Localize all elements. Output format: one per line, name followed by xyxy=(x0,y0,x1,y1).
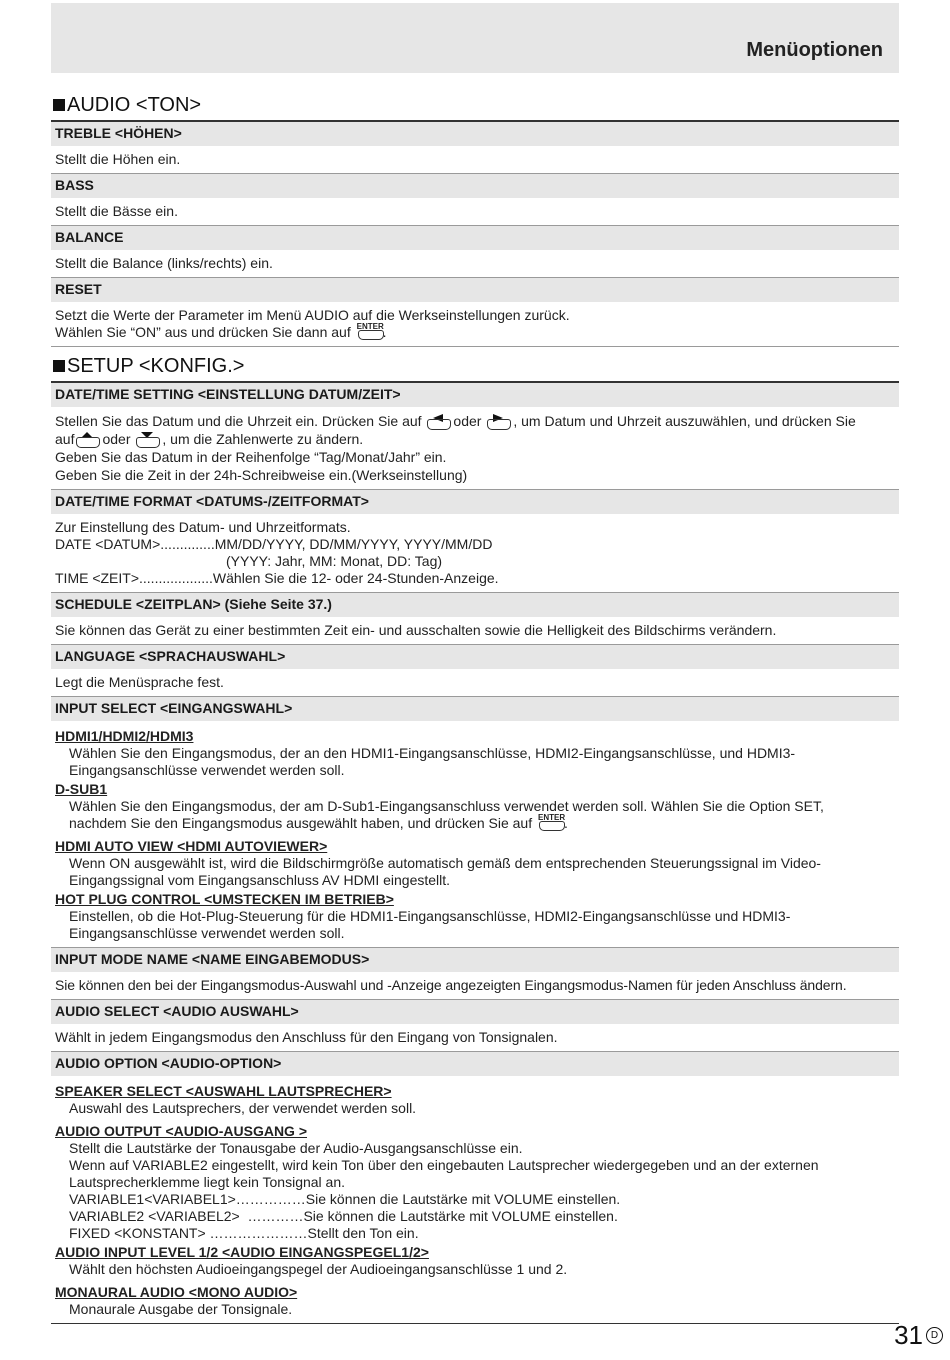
section-title-audio: AUDIO <TON> xyxy=(51,90,899,120)
subhead-audio-input-level: AUDIO INPUT LEVEL 1/2 <AUDIO EINGANGSPEGEL1/2> xyxy=(55,1244,429,1260)
down-arrow-key-icon xyxy=(136,432,160,448)
item-head-reset: RESET xyxy=(51,277,899,302)
item-head-datetime-format: DATE/TIME FORMAT <DATUMS-/ZEITFORMAT> xyxy=(51,489,899,514)
subhead-dsub: D-SUB1 xyxy=(55,781,108,797)
enter-key-icon: ENTER xyxy=(538,818,564,831)
up-arrow-key-icon xyxy=(76,432,100,448)
item-head-input-mode-name: INPUT MODE NAME <NAME EINGABEMODUS> xyxy=(51,947,899,972)
square-bullet-icon xyxy=(53,99,65,111)
content xyxy=(51,90,899,1324)
enter-key-icon: ENTER xyxy=(357,327,383,340)
header-band xyxy=(51,3,899,73)
square-bullet-icon xyxy=(53,360,65,372)
item-body-input-select: HDMI1/HDMI2/HDMI3 Wählen Sie den Eingangsmodus, der an den HDMI1-Eingangsanschlüsse, HDMI2-Eingangsanschlüsse, und HDMI3- Eingangsanschlüsse verwendet werden soll. D-SUB1 Wählen Sie den Eingangsmodus, der am D-Sub1-Eingangsanschluss verwendet werden soll. Wählen Sie die Option SET, nachdem Sie den Eingangsmodus ausgewählt haben, und drücken Sie auf ENTER . HDMI AUTO VIEW <HDMI AUTOVIEWER> Wenn ON ausgewählt ist, wird die Bildschirmgröße automatisch gemäß dem entsprechenden Steuerungssignal im Video- Eingangssignal vom Eingangsanschluss AV HDMI eingestellt. HOT PLUG CONTROL <UMSTECKEN IM BETRIEB> Einstellen, ob die Hot-Plug-Steuerung für die HDMI1-Eingangsanschlüsse, HDMI2-Eingangsanschlüsse und HDMI3- Eingangsanschlüsse verwendet werden soll. xyxy=(51,721,899,947)
item-head-datetime-setting: DATE/TIME SETTING <EINSTELLUNG DATUM/ZEIT> xyxy=(51,383,899,407)
subhead-hdmi: HDMI1/HDMI2/HDMI3 xyxy=(55,728,194,744)
item-body-reset: Setzt die Werte der Parameter im Menü AUDIO auf die Werkseinstellungen zurück. Wählen Sie “ON” aus und drücken Sie dann auf ENTER . xyxy=(55,307,570,340)
item-body-input-mode-name: Sie können den bei der Eingangsmodus-Auswahl und -Anzeige angezeigten Eingangsmodus-Namen für jeden Anschluss ändern. xyxy=(55,977,847,993)
item-body-balance: Stellt die Balance (links/rechts) ein. xyxy=(55,255,273,271)
item-body-datetime-format: Zur Einstellung des Datum- und Uhrzeitformats. DATE <DATUM>..............MM/DD/YYYY, DD/MM/YYYY, YYYY/MM/DD (YYYY: Jahr, MM: Monat, DD: Tag) TIME <ZEIT>...................Wählen Sie die 12- oder 24-Stunden-Anzeige. xyxy=(55,519,499,586)
item-head-input-select: INPUT SELECT <EINGANGSWAHL> xyxy=(51,696,899,721)
section-title-setup: SETUP <KONFIG.> xyxy=(51,351,899,381)
item-head-schedule: SCHEDULE <ZEITPLAN> (Siehe Seite 37.) xyxy=(51,592,899,617)
item-body-audio-select: Wählt in jedem Eingangsmodus den Anschluss für den Eingang von Tonsignalen. xyxy=(55,1029,558,1045)
item-head-balance: BALANCE xyxy=(51,225,899,250)
left-arrow-key-icon xyxy=(427,414,451,430)
page-header-title: Menüoptionen xyxy=(746,39,883,61)
item-body-audio-option: SPEAKER SELECT <AUSWAHL LAUTSPRECHER> Auswahl des Lautsprechers, der verwendet werden soll. AUDIO OUTPUT <AUDIO-AUSGANG > Stellt die Lautstärke der Tonausgabe der Audio-Ausgangsanschlüsse ein. Wenn auf VARIABLE2 eingestellt, wird kein Ton über den eingebauten Lautsprecher wiedergegeben und an der externen Lautsprecherklemme liegt kein Tonsignal an. VARIABLE1<VARIABEL1>……………Sie können die Lautstärke mit VOLUME einstellen. VARIABLE2 <VARIABEL2> …………Sie können die Lautstärke mit VOLUME einstellen. FIXED <KONSTANT> …………………Stellt den Ton ein. AUDIO INPUT LEVEL 1/2 <AUDIO EINGANGSPEGEL1/2> Wählt den höchsten Audioeingangspegel der Audioeingangsanschlüsse 1 und 2. MONAURAL AUDIO <MONO AUDIO> Monaurale Ausgabe der Tonsignale. xyxy=(51,1076,899,1323)
item-body-treble: Stellt die Höhen ein. xyxy=(55,151,181,167)
item-body-bass: Stellt die Bässe ein. xyxy=(55,203,178,219)
item-head-treble: TREBLE <HÖHEN> xyxy=(51,122,899,146)
page-number: 31 D xyxy=(894,1320,943,1351)
section-rule xyxy=(51,346,899,347)
subhead-audio-output: AUDIO OUTPUT <AUDIO-AUSGANG > xyxy=(55,1123,308,1139)
subhead-monaural-audio: MONAURAL AUDIO <MONO AUDIO> xyxy=(55,1284,298,1300)
item-body-language: Legt die Menüsprache fest. xyxy=(55,674,224,690)
subhead-speaker-select: SPEAKER SELECT <AUSWAHL LAUTSPRECHER> xyxy=(55,1083,392,1099)
item-head-language: LANGUAGE <SPRACHAUSWAHL> xyxy=(51,644,899,669)
subhead-hdmi-auto-view: HDMI AUTO VIEW <HDMI AUTOVIEWER> xyxy=(55,838,328,854)
section-end-rule xyxy=(51,1323,899,1324)
item-body-datetime-setting: Stellen Sie das Datum und die Uhrzeit ein. Drücken Sie auf oder , um Datum und Uhrzeit auszuwählen, und drücken Sie auf oder , um die Zahlenwerte zu ändern. Geben Sie das Datum in der Reihenfolge “Tag/Monat/Jahr” ein. Geben Sie die Zeit in der 24h-Schreibweise ein.(Werkseinstellung) xyxy=(55,413,856,483)
item-body-schedule: Sie können das Gerät zu einer bestimmten Zeit ein- und ausschalten sowie die Helligkeit des Bildschirms verändern. xyxy=(55,622,777,638)
right-arrow-key-icon xyxy=(487,414,511,430)
subhead-hot-plug: HOT PLUG CONTROL <UMSTECKEN IM BETRIEB> xyxy=(55,891,394,907)
language-mark-icon: D xyxy=(926,1327,943,1344)
item-head-audio-option: AUDIO OPTION <AUDIO-OPTION> xyxy=(51,1051,899,1076)
item-head-audio-select: AUDIO SELECT <AUDIO AUSWAHL> xyxy=(51,999,899,1024)
item-head-bass: BASS xyxy=(51,173,899,198)
